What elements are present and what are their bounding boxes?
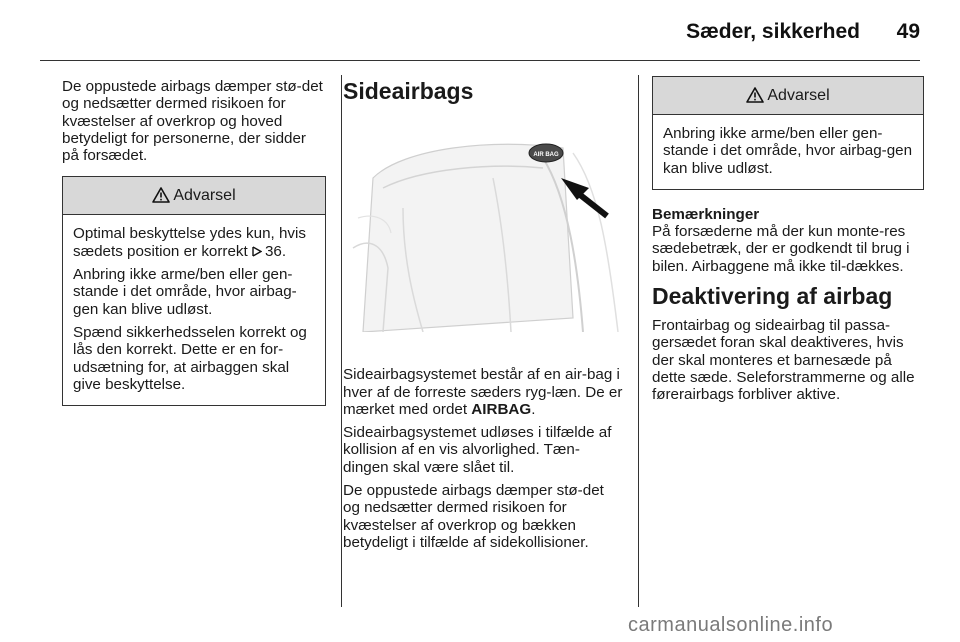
body-text: Sideairbagsystemet består af en air-bag i hver af de forreste sæders ryg-læn. De er mærket med ordet <box>343 366 623 418</box>
airbag-label: AIRBAG <box>471 400 532 418</box>
section-title: Deaktivering af airbag <box>652 283 893 310</box>
column-middle <box>343 78 623 557</box>
reference-arrow-icon[interactable] <box>252 246 262 257</box>
warning-box <box>652 76 924 190</box>
column-divider-left <box>341 75 342 607</box>
body-paragraph: Frontairbag og sideairbag til passa-gersædet foran skal deaktiveres, hvis der skal monteres et barnesæde på dette sæde. Seleforstrammerne og alle førerairbags forbliver aktive. <box>652 317 915 404</box>
note-paragraph: På forsæderne må der kun monte-res sædebetræk, der er godkendt til brug i bilen. Airbaggene må ikke til-dækkes. <box>652 223 910 275</box>
warning-header <box>653 77 923 115</box>
column-divider-right <box>638 75 639 607</box>
seat-airbag-figure <box>343 118 623 332</box>
intro-paragraph: De oppustede airbags dæmper stø-det og nedsætter dermed risikoen for kvæstelser af overkrop og hoved betydeligt for personerne, der sidder på forsædet. <box>62 78 323 165</box>
warning-paragraph <box>73 225 315 260</box>
watermark: carmanualsonline.info <box>628 614 834 636</box>
warning-paragraph: Anbring ikke arme/ben eller gen-stande i det område, hvor airbag-gen kan blive udløst. <box>73 266 297 318</box>
warning-header <box>63 177 325 215</box>
section-title: Sideairbags <box>343 78 474 104</box>
warning-body <box>63 215 325 405</box>
warning-title: Advarsel <box>173 187 236 205</box>
header-title: Sæder, sikkerhed <box>686 20 860 43</box>
page-reference[interactable]: 36. <box>264 242 287 260</box>
column-left <box>62 78 326 406</box>
warning-text: Optimal beskyttelse ydes kun, hvis sædets position er korrekt <box>73 225 306 260</box>
body-paragraph: De oppustede airbags dæmper stø-det og nedsætter dermed risikoen for kvæstelser af overkrop og bækken betydeligt i tilfælde af sidekollisioner. <box>343 482 604 551</box>
warning-triangle-icon <box>746 87 764 103</box>
warning-title: Advarsel <box>767 86 830 104</box>
column-right <box>652 78 924 410</box>
warning-paragraph: Spænd sikkerhedsselen korrekt og lås den korrekt. Dette er en for-udsætning for, at airbaggen skal give beskyttelse. <box>73 323 307 393</box>
body-paragraph: Sideairbagsystemet udløses i tilfælde af kollision af en vis alvorlighed. Tæn-dingen skal være slået til. <box>343 424 612 476</box>
warning-body <box>653 115 923 189</box>
warning-paragraph: Anbring ikke arme/ben eller gen-stande i det område, hvor airbag-gen kan blive udløst. <box>663 125 913 177</box>
warning-triangle-icon <box>152 187 170 203</box>
note-heading: Bemærkninger <box>652 205 760 223</box>
page-number: 49 <box>896 20 920 43</box>
airbag-badge-label: AIR BAG <box>533 152 559 158</box>
body-paragraph <box>343 366 623 418</box>
header-rule <box>40 60 920 61</box>
body-text-end: . <box>531 400 536 418</box>
warning-box <box>62 176 326 406</box>
